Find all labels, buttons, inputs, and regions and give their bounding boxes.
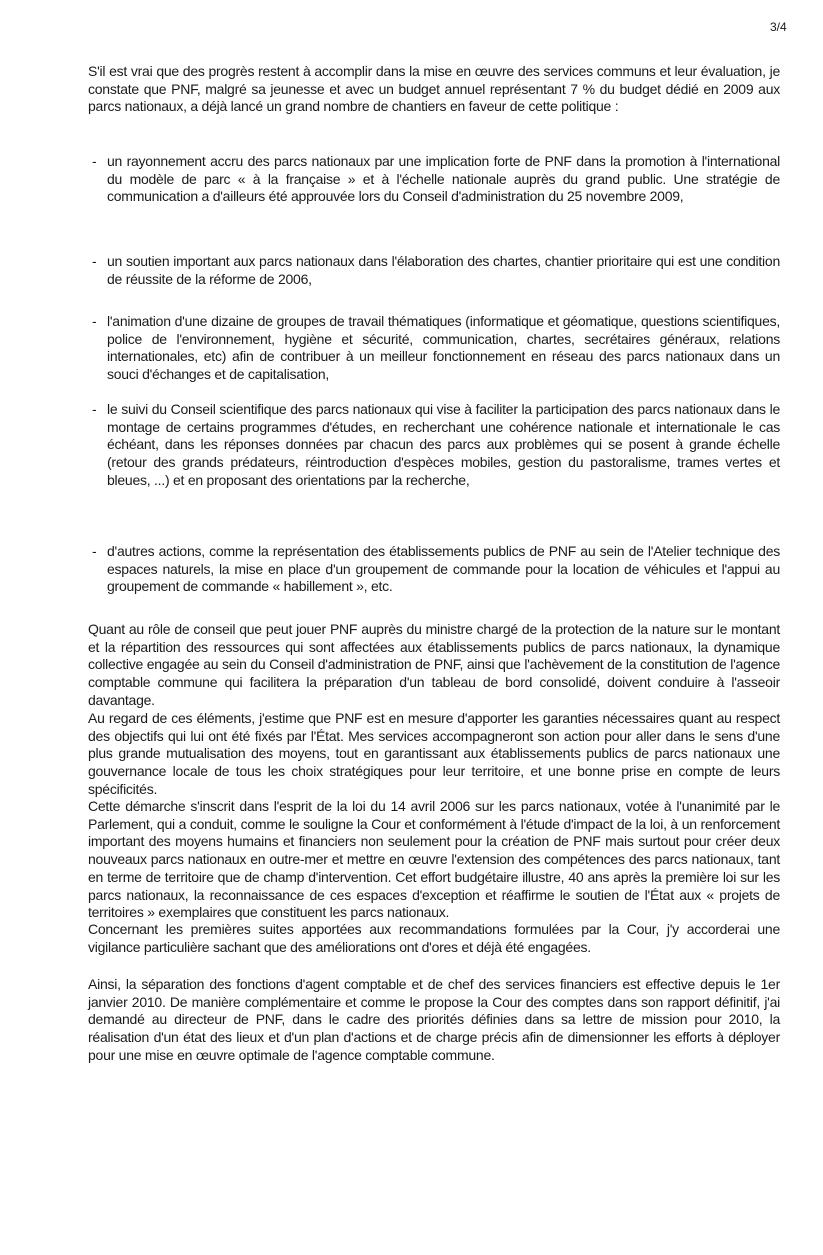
intro-paragraph: S'il est vrai que des progrès restent à accomplir dans la mise en œuvre des services communs et leur évaluation, je constate que PNF, malgré sa jeunesse et avec un budget annuel représentant 7 % du budget dédié en 2009 aux parcs nationaux, a déjà lancé un grand nombre de chantiers en faveur de cette politique : — [88, 63, 780, 115]
bullet-item — [92, 253, 780, 288]
bullet-dash: - — [92, 401, 97, 417]
bullet-dash: - — [92, 313, 97, 329]
bullet-item — [92, 401, 780, 490]
bullet-item — [92, 153, 780, 206]
bullet-text: un soutien important aux parcs nationaux dans l'élaboration des chartes, chantier prioritaire qui est une condition de réussite de la réforme de 2006, — [107, 253, 780, 287]
bullet-text: le suivi du Conseil scientifique des parcs nationaux qui vise à faciliter la participation des parcs nationaux dans le montage de certains programmes d'études, en recherchant une cohérence nationale et internationale le cas échéant, dans les réponses données par chacun des parcs aux problèmes qui se posent à grande échelle (retour des grands prédateurs, réintroduction d'espèces mobiles, gestion du pastoralisme, trames vertes et bleues, ...) et en proposant des orientations par la recherche, — [107, 401, 780, 488]
body-paragraph: Cette démarche s'inscrit dans l'esprit de la loi du 14 avril 2006 sur les parcs nationaux, votée à l'unanimité par le Parlement, qui a conduit, comme le souligne la Cour et conformément à l'étude d'impact de la loi, à un renforcement important des moyens humains et financiers non seulement pour la création de PNF mais surtout pour créer deux nouveaux parcs nationaux en outre-mer et mettre en œuvre l'extension des compétences des parcs nationaux, tant en terme de territoire que de champ d'intervention. Cet effort budgétaire illustre, 40 ans après la première loi sur les parcs nationaux, la reconnaissance de ces espaces d'exception et réaffirme le soutien de l'État aux « projets de territoires » exemplaires que constituent les parcs nationaux. — [88, 798, 780, 921]
bullet-item — [92, 313, 780, 384]
body-paragraph: Concernant les premières suites apportées aux recommandations formulées par la Cour, j'y accorderai une vigilance particulière sachant que des améliorations ont d'ores et déjà été engagées. — [88, 921, 780, 955]
bullet-dash: - — [92, 543, 97, 559]
body-paragraph: Au regard de ces éléments, j'estime que PNF est en mesure d'apporter les garanties nécessaires quant au respect des objectifs qui lui ont été fixés par l'État. Mes services accompagneront son action pour aller dans le sens d'une plus grande mutualisation des moyens, tout en garantissant aux établissements publics de parcs nationaux une gouvernance locale de tous les choix stratégiques pour leur territoire, et une bonne prise en compte de leurs spécificités. — [88, 710, 780, 797]
bullet-dash: - — [92, 253, 97, 269]
body-paragraph: Ainsi, la séparation des fonctions d'agent comptable et de chef des services financiers est effective depuis le 1er janvier 2010. De manière complémentaire et comme le propose la Cour des comptes dans son rapport définitif, j'ai demandé au directeur de PNF, dans le cadre des priorités définies dans sa lettre de mission pour 2010, la réalisation d'un état des lieux et d'un plan d'actions et de charge précis afin de dimensionner les efforts à déployer pour une mise en œuvre optimale de l'agence comptable commune. — [88, 976, 780, 1063]
bullet-item — [92, 543, 780, 596]
body-paragraph: Quant au rôle de conseil que peut jouer PNF auprès du ministre chargé de la protection de la nature sur le montant et la répartition des ressources qui sont affectées aux établissements publics de parcs nationaux, la dynamique collective engagée au sein du Conseil d'administration de PNF, ainsi que l'achèvement de la constitution de l'agence comptable commune qui facilitera la préparation d'un tableau de bord consolidé, doivent conduire à l'asseoir davantage. — [88, 621, 780, 708]
page-number: 3/4 — [770, 20, 787, 34]
bullet-dash: - — [92, 153, 97, 169]
bullet-text: l'animation d'une dizaine de groupes de travail thématiques (informatique et géomatique, questions scientifiques, police de l'environnement, hygiène et sécurité, communication, chartes, secrétaires généraux, relations internationales, etc) afin de contribuer à un meilleur fonctionnement en réseau des parcs nationaux dans un souci d'échanges et de capitalisation, — [107, 313, 780, 383]
bullet-text: un rayonnement accru des parcs nationaux par une implication forte de PNF dans la promotion à l'international du modèle de parc « à la française » et à l'échelle nationale auprès du grand public. Une stratégie de communication a d'ailleurs été approuvée lors du Conseil d'administration du 25 novembre 2009, — [107, 153, 780, 205]
bullet-text: d'autres actions, comme la représentation des établissements publics de PNF au sein de l'Atelier technique des espaces naturels, la mise en place d'un groupement de commande pour la location de véhicules et l'appui au groupement de commande « habillement », etc. — [107, 543, 780, 595]
